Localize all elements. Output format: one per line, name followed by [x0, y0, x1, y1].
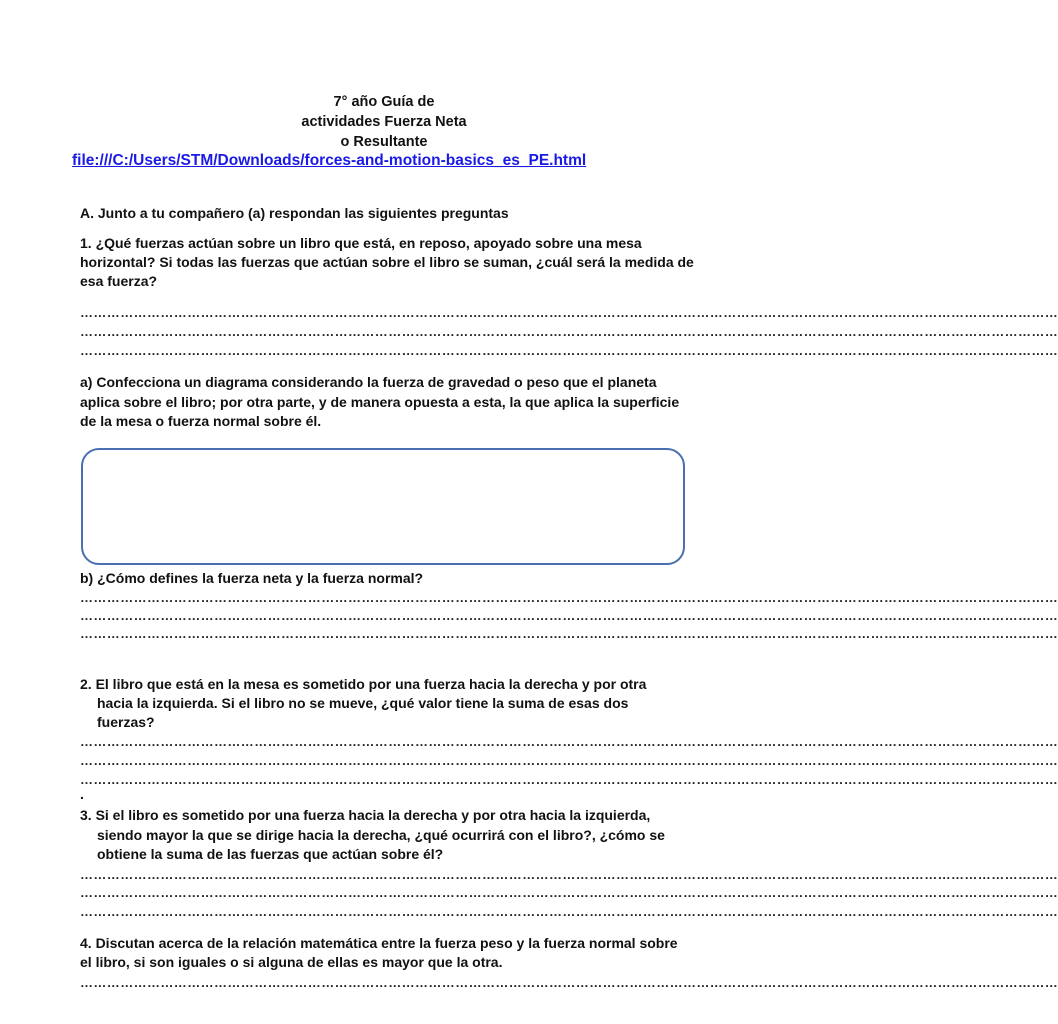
answer-line[interactable]: …………………………………………………………………………………………………………………………………………………………………………………………………: [80, 608, 1058, 623]
title-line-3: o Resultante: [340, 134, 428, 150]
stray-dot: .: [80, 786, 84, 802]
diagram-box[interactable]: [81, 448, 685, 565]
title-line-1: 7° año Guía de: [333, 94, 435, 110]
simulation-link[interactable]: file:///C:/Users/STM/Downloads/forces-and-motion-basics_es_PE.html: [72, 152, 587, 169]
answer-line[interactable]: …………………………………………………………………………………………………………………………………………………………………………………………………: [80, 885, 1058, 900]
answer-line[interactable]: …………………………………………………………………………………………………………………………………………………………………………………………………: [80, 904, 1058, 919]
question-a-line-1: a) Confecciona un diagrama considerando la fuerza de gravedad o peso que el planeta: [80, 374, 657, 390]
answer-line[interactable]: …………………………………………………………………………………………………………………………………………………………………………………………………: [80, 324, 1058, 339]
question-4-line-1: 4. Discutan acerca de la relación matemática entre la fuerza peso y la fuerza normal sobre: [80, 935, 678, 951]
answer-line[interactable]: …………………………………………………………………………………………………………………………………………………………………………………………………: [80, 343, 1058, 358]
question-4-line-2: el libro, si son iguales o si alguna de ellas es mayor que la otra.: [80, 954, 503, 970]
section-a-heading: A. Junto a tu compañero (a) respondan las siguientes preguntas: [80, 205, 509, 221]
question-1-line-2: horizontal? Si todas las fuerzas que actúan sobre el libro se suman, ¿cuál será la medida de: [80, 254, 694, 270]
question-2-line-2: hacia la izquierda. Si el libro no se mueve, ¿qué valor tiene la suma de esas dos: [97, 695, 629, 711]
question-3-line-1: 3. Si el libro es sometido por una fuerza hacia la derecha y por otra hacia la izquierda,: [80, 807, 651, 823]
question-3-line-2: siendo mayor la que se dirige hacia la derecha, ¿qué ocurrirá con el libro?, ¿cómo se: [97, 827, 665, 843]
question-a-line-3: de la mesa o fuerza normal sobre él.: [80, 413, 322, 429]
answer-line[interactable]: …………………………………………………………………………………………………………………………………………………………………………………………………: [80, 975, 1058, 990]
question-1-line-1: 1. ¿Qué fuerzas actúan sobre un libro que está, en reposo, apoyado sobre una mesa: [80, 235, 642, 251]
answer-line[interactable]: …………………………………………………………………………………………………………………………………………………………………………………………………: [80, 626, 1058, 641]
answer-line[interactable]: …………………………………………………………………………………………………………………………………………………………………………………………………: [80, 734, 1058, 749]
question-1-line-3: esa fuerza?: [80, 273, 158, 289]
question-3-line-3: obtiene la suma de las fuerzas que actúan sobre él?: [97, 846, 444, 862]
question-2-line-1: 2. El libro que está en la mesa es sometido por una fuerza hacia la derecha y por otra: [80, 676, 647, 692]
question-2-line-3: fuerzas?: [97, 714, 155, 730]
question-b: b) ¿Cómo defines la fuerza neta y la fuerza normal?: [80, 570, 424, 586]
answer-line[interactable]: …………………………………………………………………………………………………………………………………………………………………………………………………: [80, 867, 1058, 882]
answer-line[interactable]: …………………………………………………………………………………………………………………………………………………………………………………………………: [80, 772, 1058, 787]
answer-line[interactable]: …………………………………………………………………………………………………………………………………………………………………………………………………: [80, 305, 1058, 320]
answer-line[interactable]: …………………………………………………………………………………………………………………………………………………………………………………………………: [80, 590, 1058, 605]
answer-line[interactable]: …………………………………………………………………………………………………………………………………………………………………………………………………: [80, 753, 1058, 768]
title-line-2: actividades Fuerza Neta: [301, 114, 467, 130]
question-a-line-2: aplica sobre el libro; por otra parte, y de manera opuesta a esta, la que aplica la superficie: [80, 394, 680, 410]
